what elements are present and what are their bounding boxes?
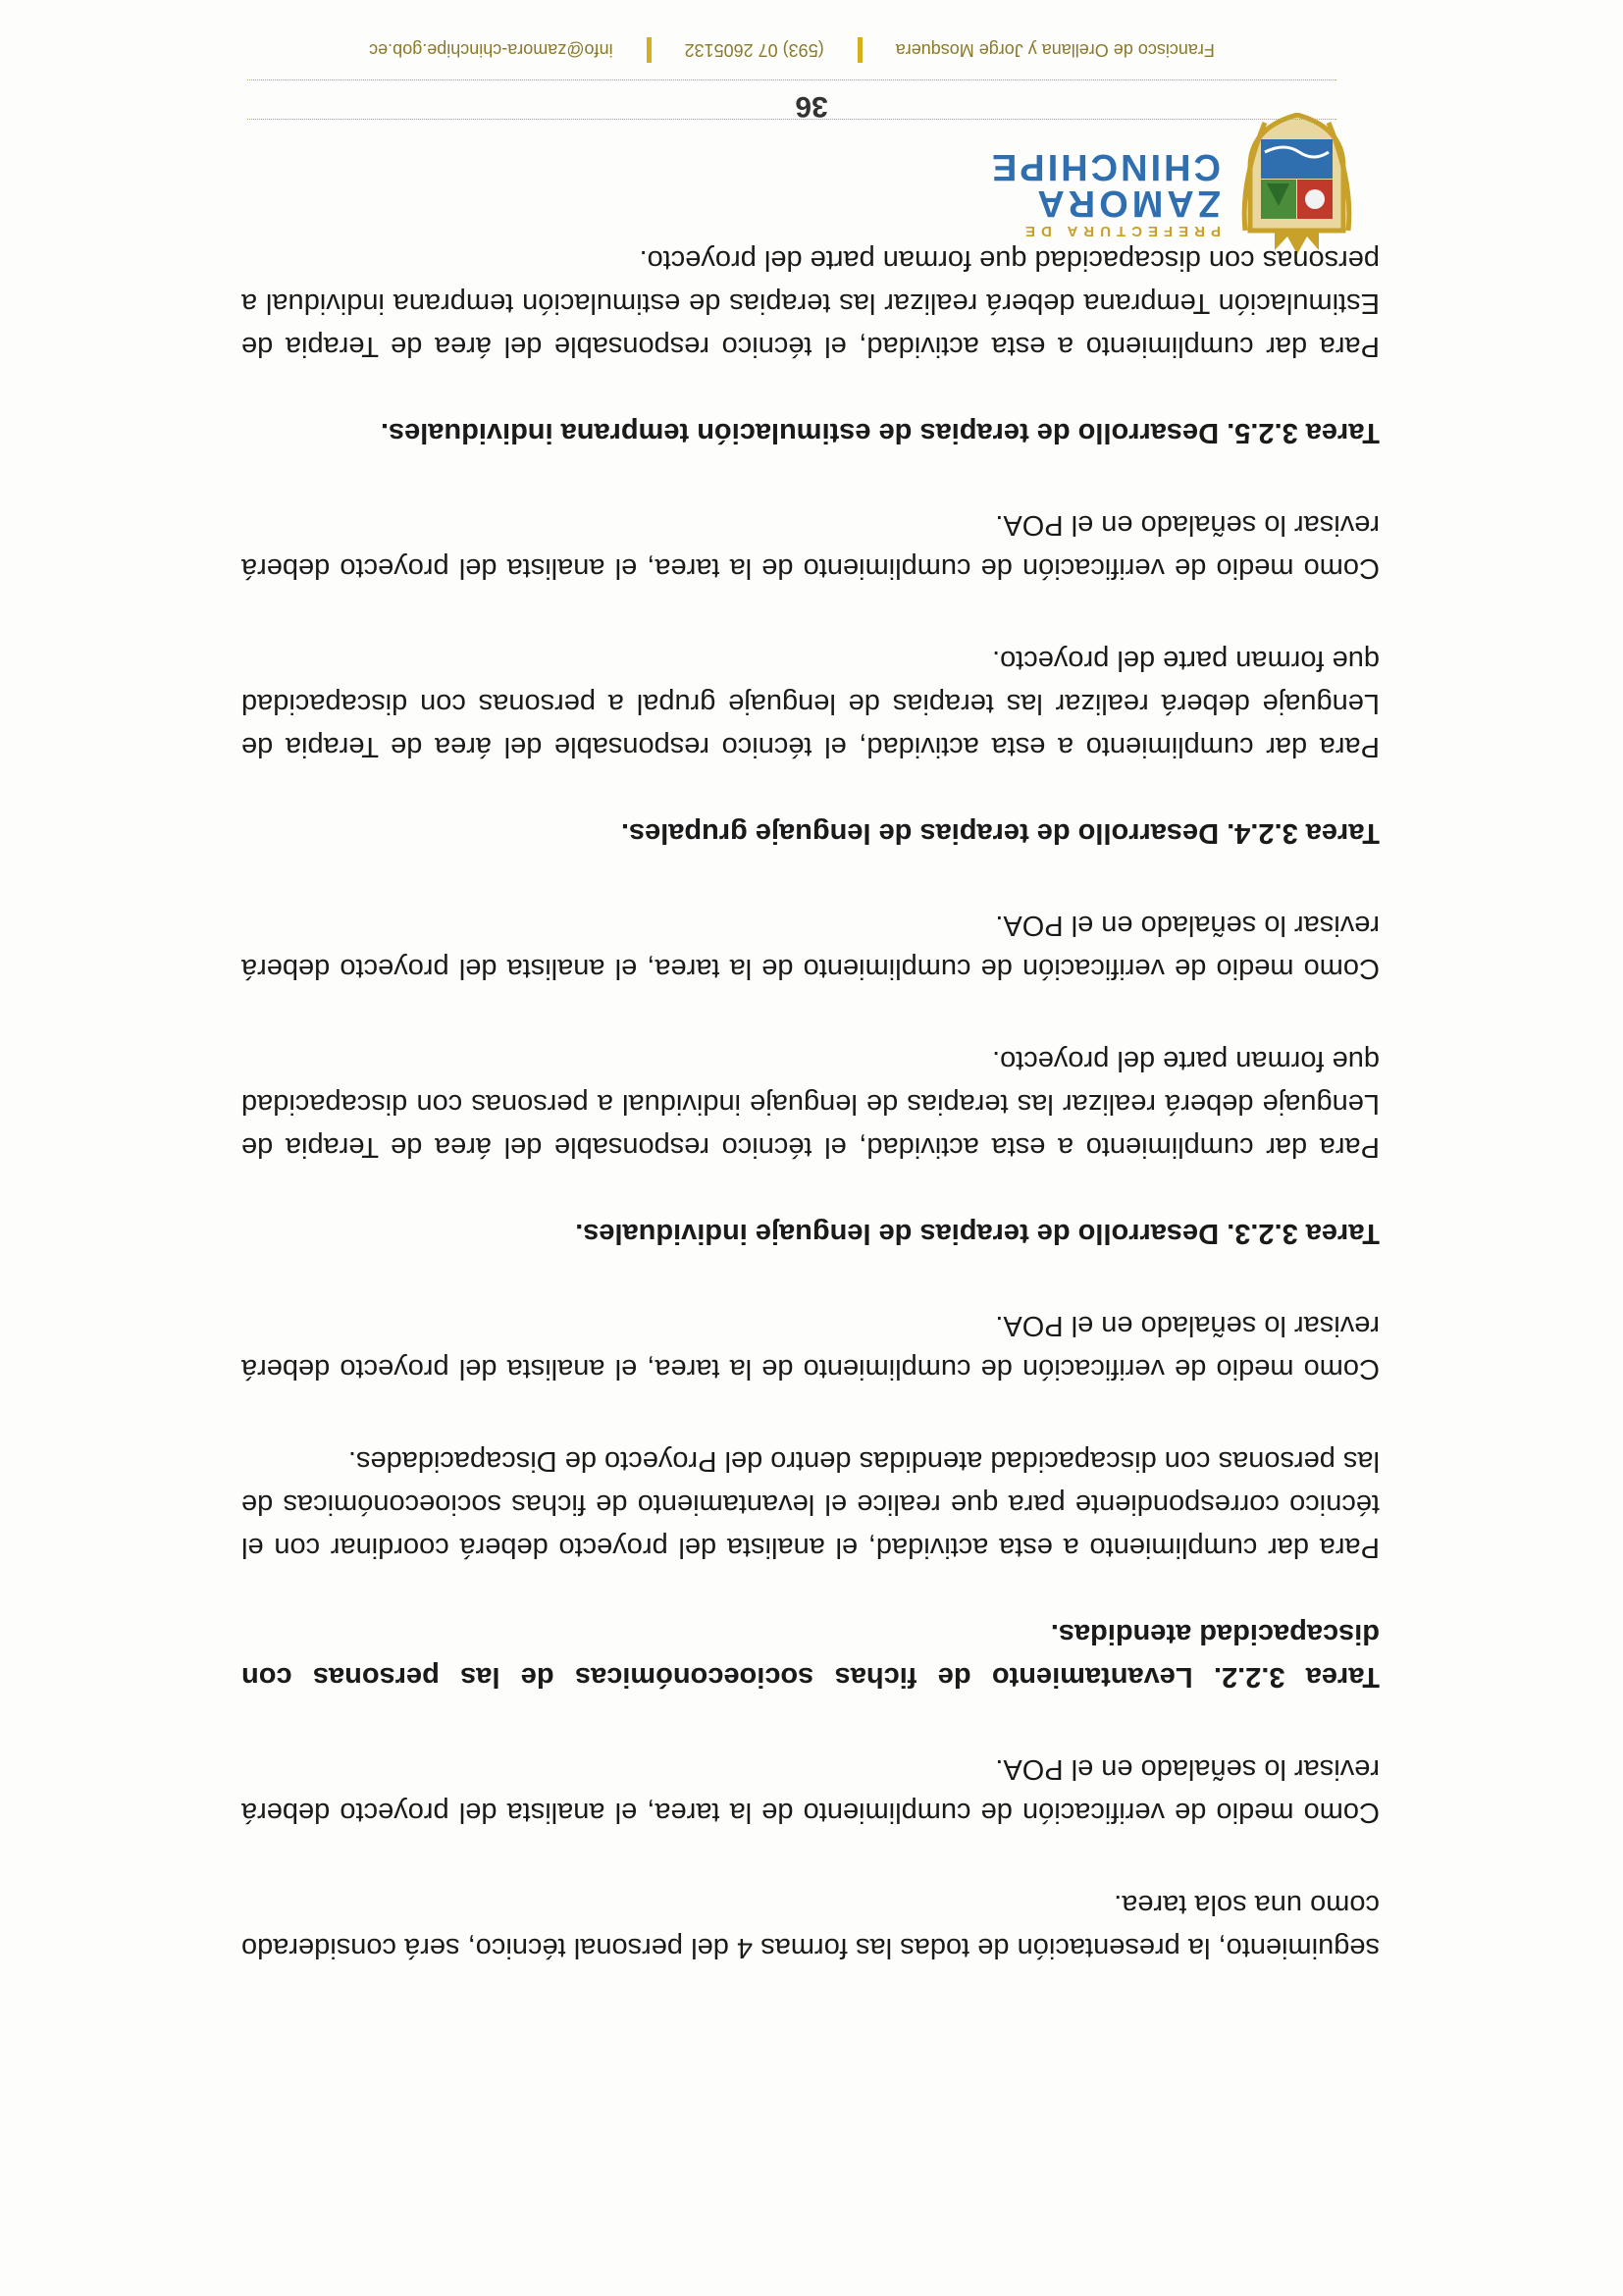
paragraph: Para dar cumplimiento a esta actividad, el analista del proyecto deberá coordinar con el técnico correspondiente para que realice el levantamiento de fichas socioeconómicas de las personas con discapacidad atendidas dentro del Proyecto de Discapacidades. — [241, 1445, 1380, 1563]
footer-email: info@zamora-chinchipe.gob.ec — [369, 40, 613, 61]
body-content — [241, 238, 1380, 1969]
separator-bar — [858, 37, 863, 63]
task-heading-3-2-4: Tarea 3.2.4. Desarrollo de terapias de lenguaje grupales. — [620, 817, 1380, 849]
brand-line-prefectura: PREFECTURA DE — [1020, 223, 1221, 239]
task-heading-3-2-3: Tarea 3.2.3. Desarrollo de terapias de lenguaje individuales. — [575, 1218, 1380, 1249]
footer-divider — [247, 79, 1336, 80]
task-heading-3-2-2: Tarea 3.2.2. Levantamiento de fichas socioeconómicas de las personas con discapacidad atendidas. — [241, 1618, 1380, 1693]
paragraph: Para dar cumplimiento a esta actividad, el técnico responsable del área de Terapia de Lenguaje deberá realizar las terapias de lenguaje individual a personas con discapacidad que forman parte del proyecto. — [241, 1045, 1380, 1163]
paragraph: Para dar cumplimiento a esta actividad, el técnico responsable del área de Terapia de Estimulación Temprana deberá realizar las terapias de estimulación temprana individual a personas con discapacidad que forman parte del proyecto. — [241, 244, 1380, 362]
footer-address: Francisco de Orellana y Jorge Mosquera — [895, 40, 1215, 61]
task-heading-3-2-5: Tarea 3.2.5. Desarrollo de terapias de estimulación temprana individuales. — [380, 417, 1380, 448]
brand-text — [988, 146, 1221, 240]
paragraph: Como medio de verificación de cumplimiento de la tarea, el analista del proyecto deberá revisar lo señalado en el POA. — [241, 1753, 1380, 1828]
paragraph: Como medio de verificación de cumplimiento de la tarea, el analista del proyecto deberá revisar lo señalado en el POA. — [241, 1310, 1380, 1384]
page-number: 36 — [795, 90, 828, 123]
paragraph: Como medio de verificación de cumplimiento de la tarea, el analista del proyecto deberá revisar lo señalado en el POA. — [241, 910, 1380, 984]
footer-phone: (593) 07 2605132 — [684, 40, 824, 61]
paragraph: Para dar cumplimiento a esta actividad, el técnico responsable del área de Terapia de Lenguaje deberá realizar las terapias de lenguaje grupal a personas con discapacidad que forman parte del proyecto. — [241, 645, 1380, 762]
separator-bar — [647, 37, 652, 63]
brand-line-zamora: ZAMORA — [1033, 183, 1221, 224]
footer-contact — [247, 33, 1336, 67]
paragraph: seguimiento, la presentación de todas las formas 4 del personal técnico, será considerado como una sola tarea. — [241, 1889, 1380, 1963]
paragraph: Como medio de verificación de cumplimiento de la tarea, el analista del proyecto deberá revisar lo señalado en el POA. — [241, 509, 1380, 584]
brand-line-chinchipe: CHINCHIPE — [988, 146, 1221, 187]
